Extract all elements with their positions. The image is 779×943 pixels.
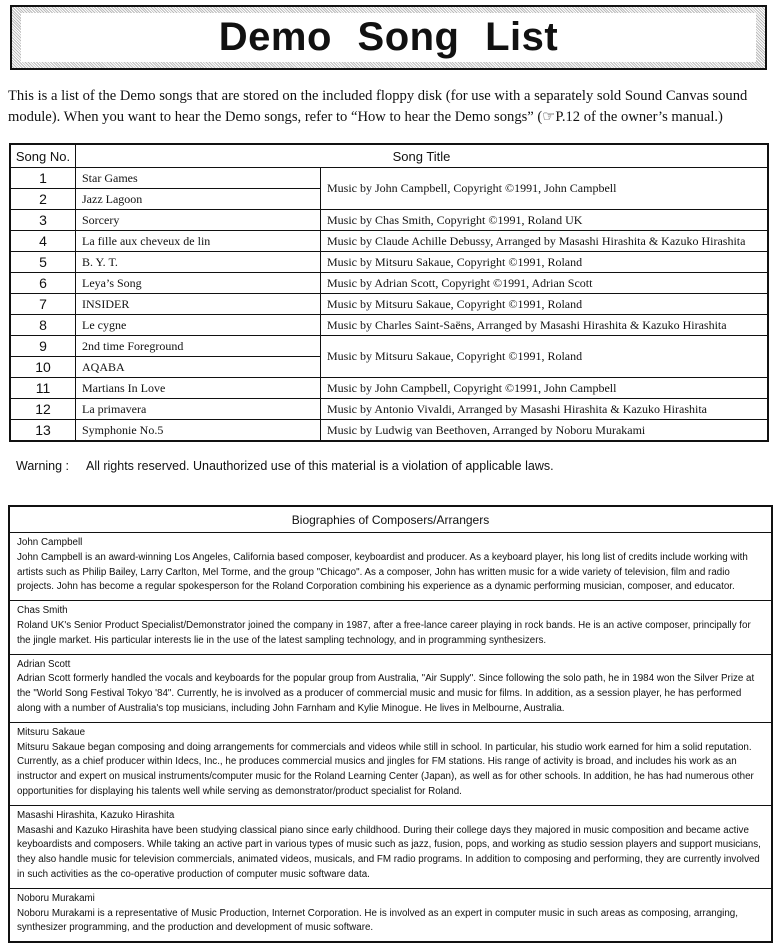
song-title: B. Y. T. (76, 252, 321, 273)
song-number: 11 (10, 378, 76, 399)
song-credit: Music by Mitsuru Sakaue, Copyright ©1991, Roland (321, 252, 769, 273)
biography-entry (10, 654, 771, 722)
song-title: INSIDER (76, 294, 321, 315)
demo-song-table (9, 143, 769, 442)
song-credit: Music by Claude Achille Debussy, Arranged by Masashi Hirashita & Kazuko Hirashita (321, 231, 769, 252)
song-title: La fille aux cheveux de lin (76, 231, 321, 252)
table-row (10, 168, 768, 189)
song-credit: Music by Adrian Scott, Copyright ©1991, Adrian Scott (321, 273, 769, 294)
biography-entry (10, 533, 771, 600)
page-title: Demo Song List (218, 15, 559, 59)
biography-entry (10, 600, 771, 653)
song-title: Sorcery (76, 210, 321, 231)
biography-text: Roland UK's Senior Product Specialist/Demonstrator joined the company in 1987, after a free-lance career playing in rock bands. He is an active composer, principally for the jingle market. His particular interests lie in the use of the latest sampling technology, and in programming synthesizers. (17, 619, 751, 646)
song-number: 13 (10, 420, 76, 442)
song-title: Star Games (76, 168, 321, 189)
biography-name: John Campbell (17, 537, 83, 548)
warning-label: Warning : (16, 459, 70, 473)
song-number: 5 (10, 252, 76, 273)
biography-entry (10, 888, 771, 941)
biography-entry (10, 805, 771, 888)
song-number: 9 (10, 336, 76, 357)
warning-notice (16, 459, 554, 473)
table-row (10, 315, 768, 336)
biography-text: Noboru Murakami is a representative of Music Production, Internet Corporation. He is involved as an expert in computer music in such areas as composing, arranging, synthesizer programming, and the production and development of music software. (17, 907, 738, 934)
table-row (10, 210, 768, 231)
biography-name: Masashi Hirashita, Kazuko Hirashita (17, 809, 175, 821)
song-number: 3 (10, 210, 76, 231)
table-row (10, 273, 768, 294)
biography-name: Chas Smith (17, 605, 68, 617)
biography-text: Mitsuru Sakaue began composing and doing arrangements for commercials and videos while still in school. In particular, his studio work earned for him a solid reputation. Currently, as a chief producer within Idecs, Inc., he produces commercial musics and jingles for FM stations. His range of activity is broad, and includes his work as an instructor and expert on musical instruments/computer music for the Roland Learning Center (Japan), as well as for other schools. In addition, he has had numerous other opportunities for displaying his talents well while serving as demonstrator/product specialist for Roland. (17, 741, 754, 797)
song-credit: Music by Mitsuru Sakaue, Copyright ©1991, Roland (321, 294, 769, 315)
table-row (10, 231, 768, 252)
song-credit: Music by John Campbell, Copyright ©1991, John Campbell (321, 168, 769, 210)
song-title: Le cygne (76, 315, 321, 336)
song-number: 12 (10, 399, 76, 420)
biography-name: Mitsuru Sakaue (17, 726, 86, 738)
table-row (10, 252, 768, 273)
song-credit: Music by Ludwig van Beethoven, Arranged by Noboru Murakami (321, 420, 769, 442)
song-credit: Music by John Campbell, Copyright ©1991, John Campbell (321, 378, 769, 399)
song-number: 10 (10, 357, 76, 378)
song-rows (10, 168, 768, 442)
table-header-row (10, 144, 768, 168)
song-number: 1 (10, 168, 76, 189)
song-number: 6 (10, 273, 76, 294)
table-row (10, 378, 768, 399)
song-title: Leya’s Song (76, 273, 321, 294)
table-row (10, 420, 768, 442)
title-inner (21, 13, 756, 62)
song-title: La primavera (76, 399, 321, 420)
biography-name: Adrian Scott (17, 658, 71, 670)
song-title: Jazz Lagoon (76, 189, 321, 210)
song-number: 4 (10, 231, 76, 252)
song-credit: Music by Mitsuru Sakaue, Copyright ©1991, Roland (321, 336, 769, 378)
song-credit: Music by Antonio Vivaldi, Arranged by Masashi Hirashita & Kazuko Hirashita (321, 399, 769, 420)
song-title: Martians In Love (76, 378, 321, 399)
column-header-song-title: Song Title (76, 144, 769, 168)
song-number: 2 (10, 189, 76, 210)
biography-entry (10, 722, 771, 805)
biography-text: Masashi and Kazuko Hirashita have been studying classical piano since early childhood. During their college days they majored in music composition and became active keyboardists and composers. While taking an active part in various types of music such as jazz, fusion, pops, and working as studio session players and support musicians, they also handle music for television commercials, animated videos, musicals, and FM radio programs. In addition to composing and performing, they are currently involved in such activities as the co-operative production of computer music software data. (17, 824, 761, 880)
biographies-box (8, 505, 773, 943)
song-title: AQABA (76, 357, 321, 378)
biography-name: Noboru Murakami (17, 892, 95, 904)
song-number: 8 (10, 315, 76, 336)
biography-text: John Campbell is an award-winning Los Angeles, California based composer, keyboardist and producer. As a keyboard player, his long list of credits include working with artists such as Philip Bailey, Larry Carlton, Mel Torme, and the group "Chicago". As a composer, John has written music for a wide variety of television, film and radio projects. John has become a regular spokesperson for the Roland Corporation combining his experience as a dynamic performing musician, composer, and educator. (17, 551, 748, 593)
column-header-song-no: Song No. (10, 144, 76, 168)
song-title: Symphonie No.5 (76, 420, 321, 442)
table-row (10, 336, 768, 357)
intro-text: This is a list of the Demo songs that are stored on the included floppy disk (for use with a separately sold Sound Canvas sound module). When you want to hear the Demo songs, refer to “How to hear the Demo songs” (☞P.12 of the owner’s manual.) (8, 88, 748, 125)
title-box (10, 5, 767, 70)
biography-list (10, 533, 771, 941)
song-credit: Music by Chas Smith, Copyright ©1991, Roland UK (321, 210, 769, 231)
table-row (10, 399, 768, 420)
song-credit: Music by Charles Saint-Saëns, Arranged by Masashi Hirashita & Kazuko Hirashita (321, 315, 769, 336)
song-number: 7 (10, 294, 76, 315)
biography-text: Adrian Scott formerly handled the vocals and keyboards for the popular group from Australia, "Air Supply". Since following the solo path, he in 1984 won the Silver Prize at the "World Song Festival Tokyo '84". Currently, he is involved as a producer of commercial music and music for films. In addition, as a session player, he has performed along with a number of Australia's top musicians, including John Farnham and Kylie Minogue. He lives in Melbourne, Australia. (17, 673, 755, 714)
table-row (10, 294, 768, 315)
song-title: 2nd time Foreground (76, 336, 321, 357)
biographies-header: Biographies of Composers/Arrangers (10, 507, 771, 533)
warning-text: All rights reserved. Unauthorized use of this material is a violation of applicable laws. (86, 459, 554, 473)
